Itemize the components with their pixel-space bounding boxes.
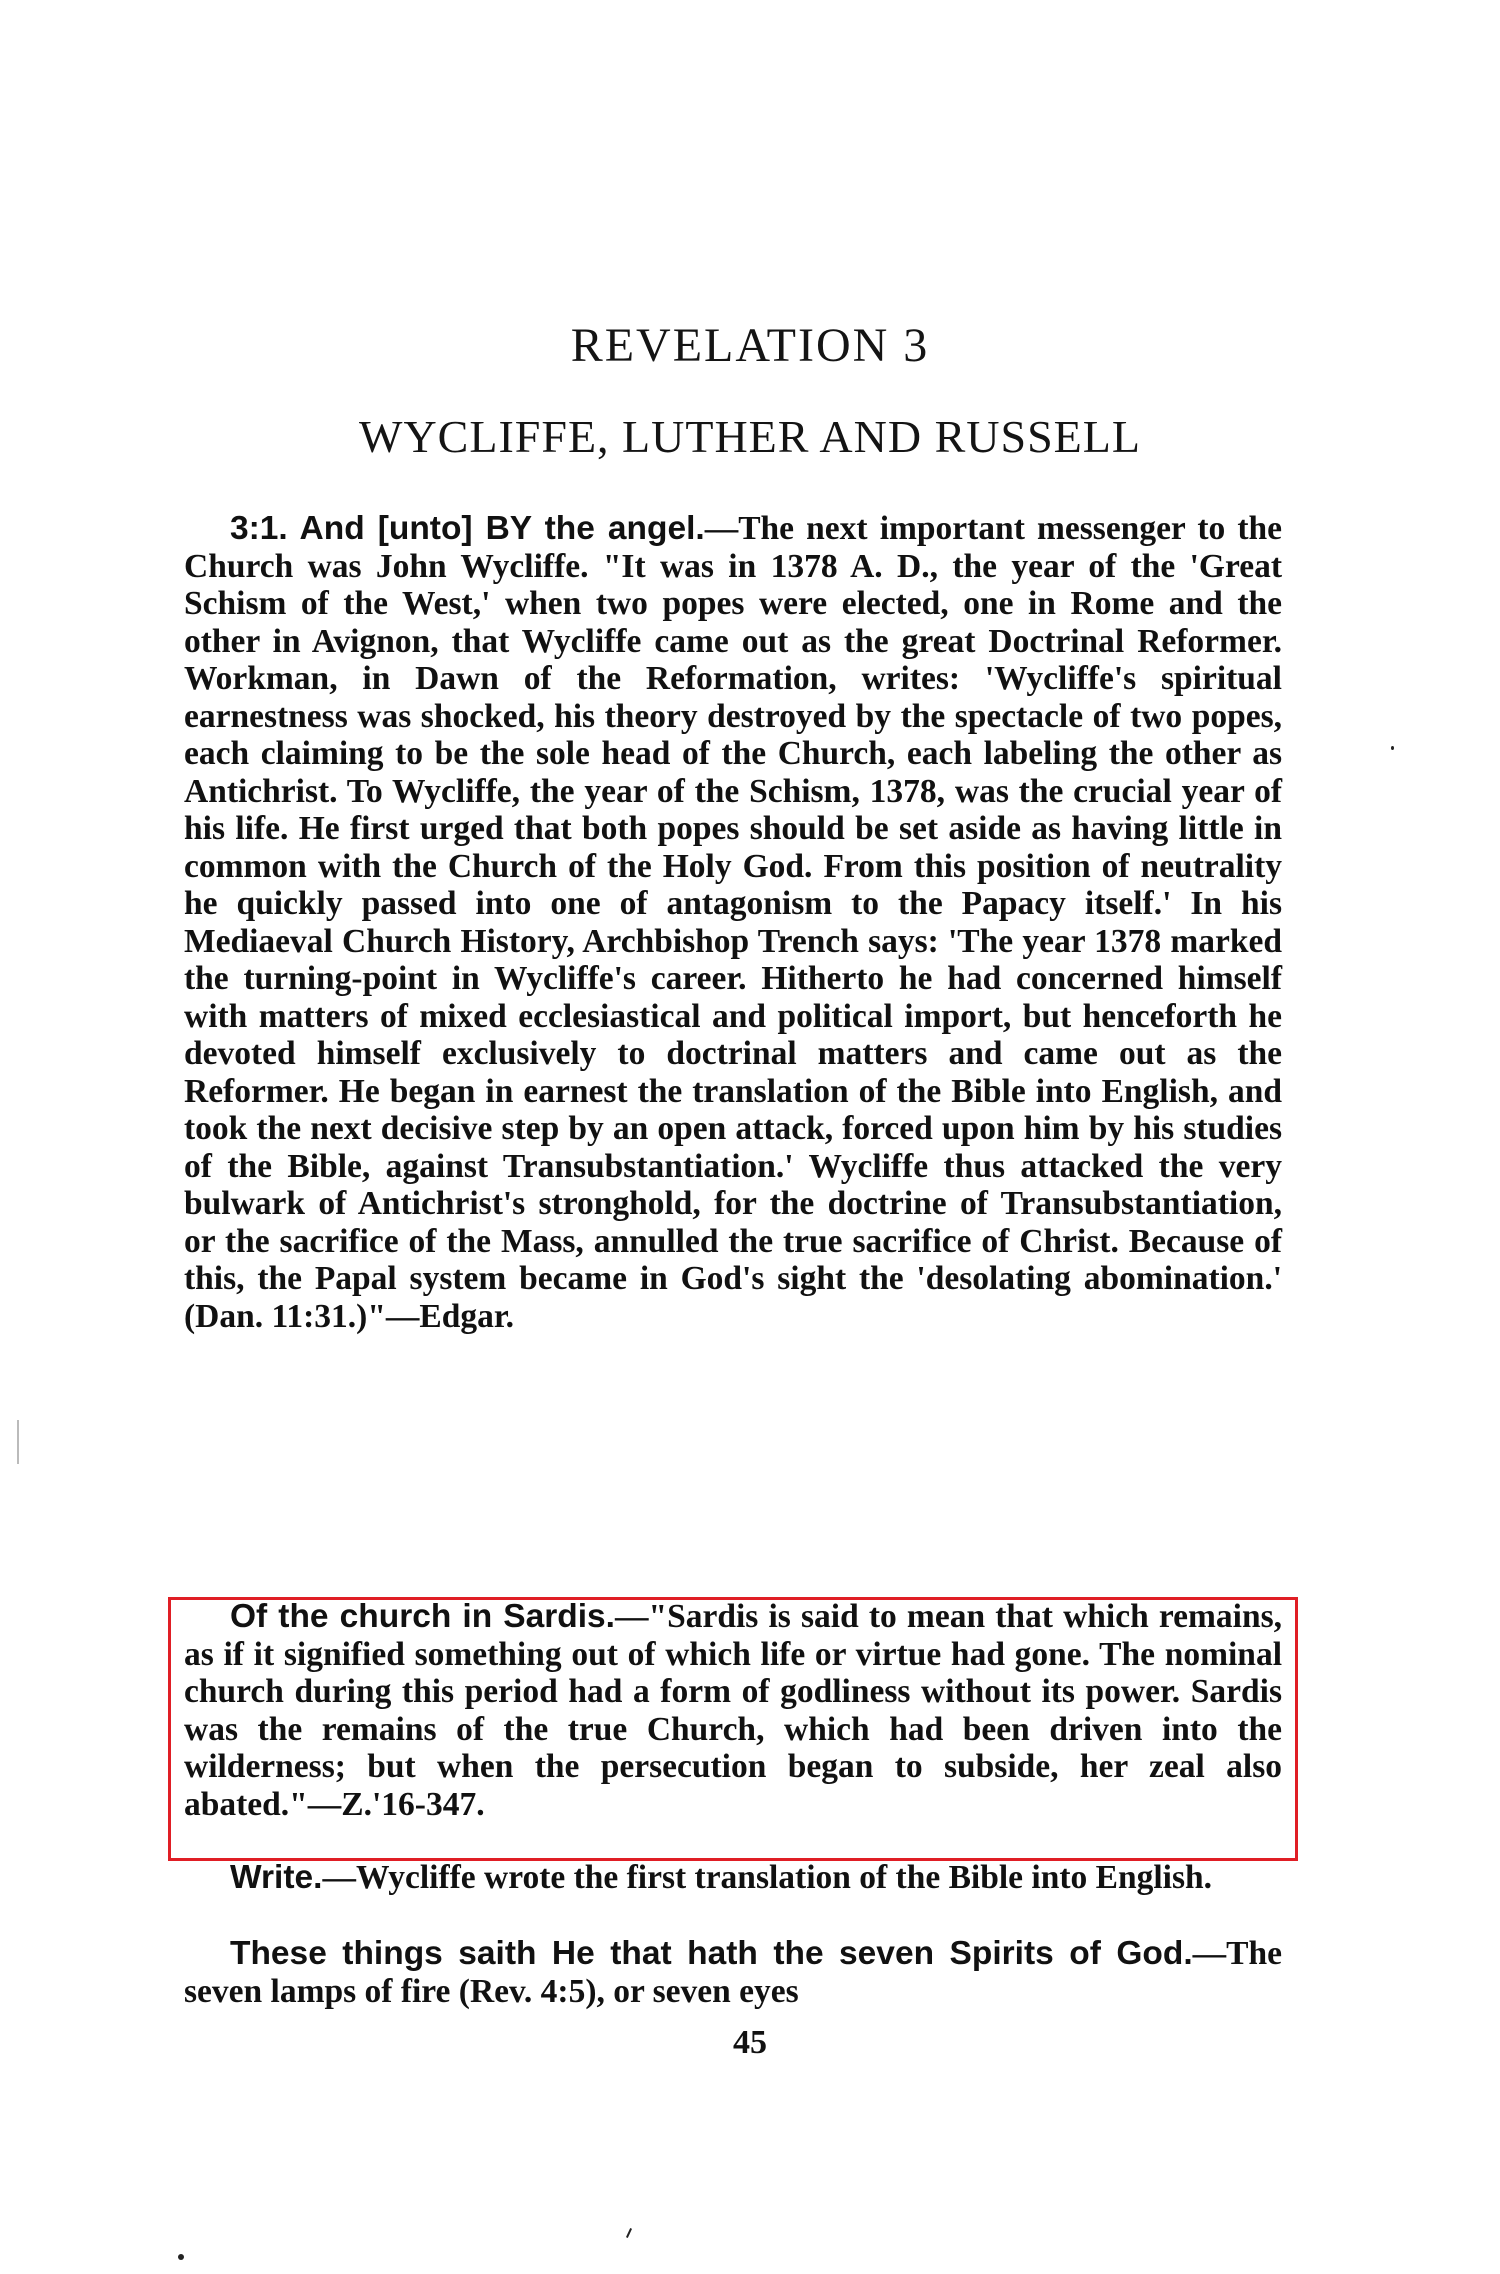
paragraph-text: —Wycliffe wrote the first translation of the Bible into English.: [322, 1859, 1213, 1896]
paragraph-write: [184, 1859, 1282, 1897]
paragraph-sardis: [184, 1598, 1282, 1823]
page-number: 45: [733, 2024, 767, 2061]
scan-speck: [626, 2228, 632, 2238]
paragraph-text: —The next important messenger to the Church was John Wycliffe. "It was in 1378 A. D., the year of the 'Great Schism of the West,' when two popes were elected, one in Rome and the other in Avignon, that Wycliffe came out as the great Doctrinal Reformer. Workman, in Dawn of the Reformation, writes: 'Wycliffe's spiritual earnestness was shocked, his theory destroyed by the spectacle of two popes, each claiming to be the sole head of the Church, each labeling the other as Antichrist. To Wycliffe, the year of the Schism, 1378, was the crucial year of his life. He first urged that both popes should be set aside as having little in common with the Church of the Holy God. From this position of neutrality he quickly passed into one of antagonism to the Papacy itself.' In his Mediaeval Church History, Archbishop Trench says: 'The year 1378 marked the turning-point in Wycliffe's career. Hitherto he had concerned himself with matters of mixed ecclesiastical and political import, but henceforth he devoted himself exclusively to doctrinal matters and came out as the Reformer. He began in earnest the translation of the Bible into English, and took the next decisive step by an open attack, forced upon him by his studies of the Bible, against Transubstantiation.' Wycliffe thus attacked the very bulwark of Antichrist's stronghold, for the doctrine of Transubstantiation, or the sacrifice of the Mass, annulled the true sacrifice of Christ. Because of this, the Papal system became in God's sight the 'desolating abomination.' (Dan. 11:31.)"—Edgar.: [184, 510, 1282, 1335]
verse-reference: Of the church in Sardis.: [230, 1598, 615, 1635]
verse-reference: These things saith He that hath the seven Spirits of God.: [230, 1935, 1193, 1972]
scan-edge-mark: [17, 1420, 19, 1464]
verse-reference: 3:1. And [unto] BY the angel.: [230, 510, 705, 547]
chapter-subtitle: WYCLIFFE, LUTHER AND RUSSELL: [359, 411, 1141, 462]
scan-speck: [178, 2254, 184, 2260]
paragraph-text: —The seven lamps of fire (Rev. 4:5), or seven eyes: [184, 1935, 1282, 2010]
paragraph-verse-3-1: [184, 510, 1282, 1335]
scan-speck: [1391, 746, 1394, 750]
page-title: REVELATION 3: [570, 319, 930, 372]
paragraph-seven-spirits: [184, 1935, 1282, 2010]
paragraph-text: —"Sardis is said to mean that which remains, as if it signified something out of which life or virtue had gone. The nominal church during this period had a form of godliness without its power. Sardis was the remains of the true Church, which had been driven into the wilderness; but when the persecution began to subside, her zeal also abated."—Z.'16-347.: [184, 1598, 1283, 1823]
verse-reference: Write.: [230, 1859, 323, 1896]
